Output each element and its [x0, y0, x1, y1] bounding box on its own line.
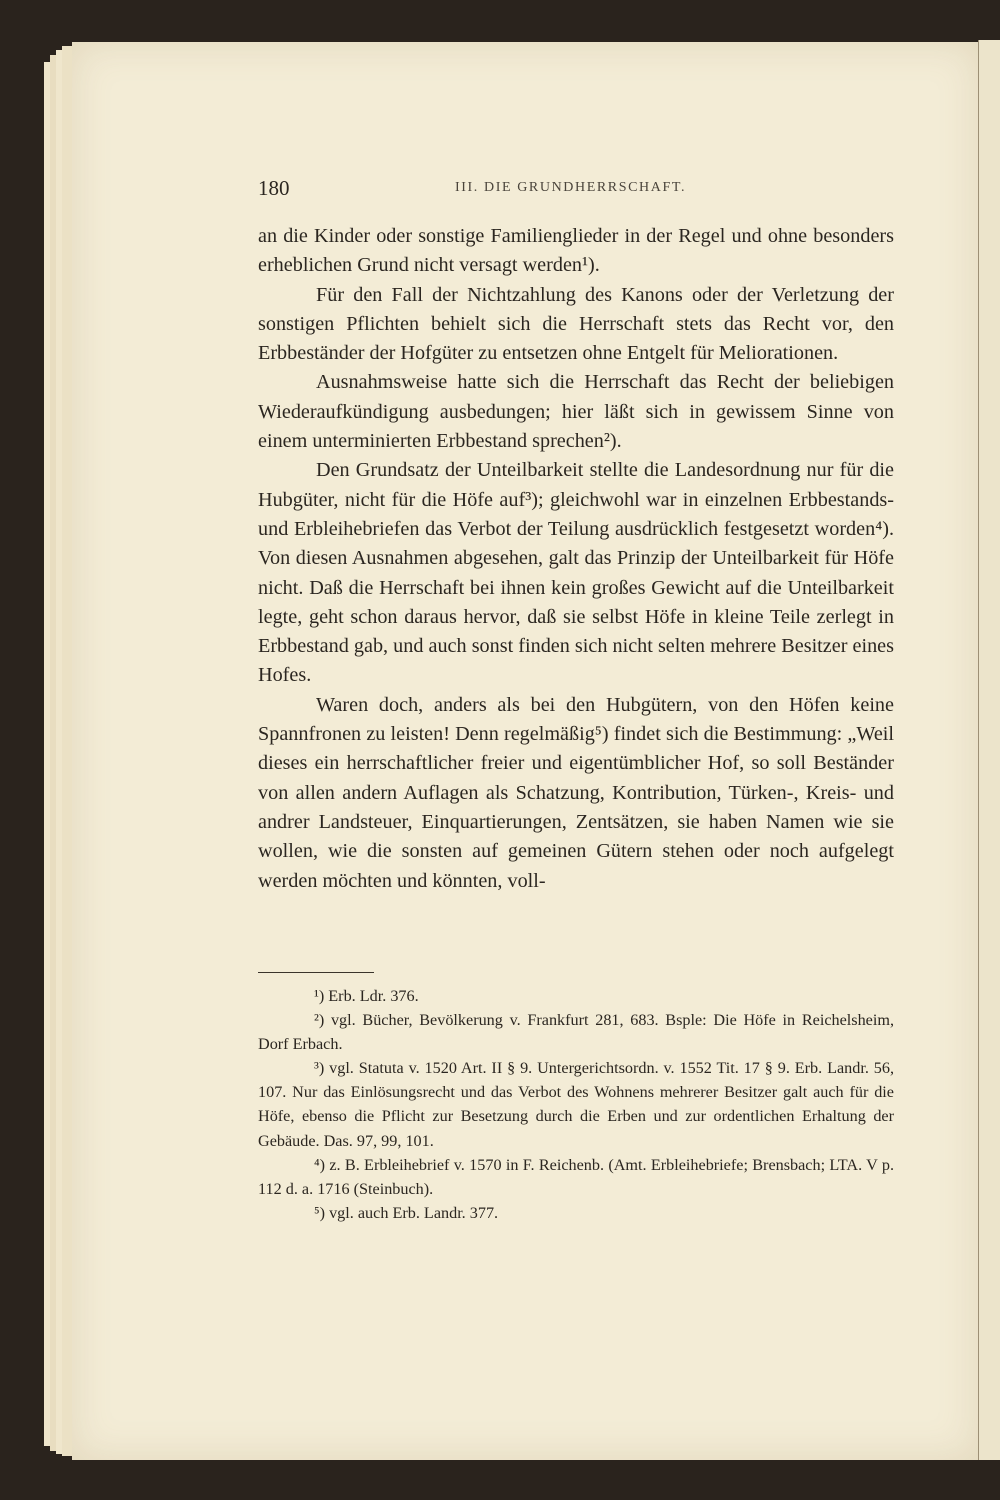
running-title: III. DIE GRUNDHERRSCHAFT. [455, 180, 687, 195]
footnote: ⁴) z. B. Erbleihebrief v. 1570 in F. Reichenb. (Amt. Erbleihebriefe; Brensbach; LTA. V p. 112 d. a. 1716 (Steinbuch). [258, 1155, 894, 1198]
page-number: 180 [258, 176, 290, 200]
paragraph: Waren doch, anders als bei den Hubgütern, von den Höfen keine Spannfronen zu leisten! Denn regelmäßig⁵) findet sich die Bestimmung: „Weil dieses ein herrschaftlicher freier und eigentümblicher Hof, so soll Beständer von allen andern Auflagen als Schatzung, Kontribution, Türken-, Kreis- und andrer Landsteuer, Einquartierungen, Zentsätzen, sie haben Namen wie sie wollen, wie die sonsten auf gemeinen Gütern stehen oder noch aufgelegt werden möchten und könnten, voll- [258, 693, 894, 892]
page-header [258, 176, 898, 206]
footnote-rule [258, 972, 374, 973]
paragraph: Den Grundsatz der Unteilbarkeit stellte die Landesordnung nur für die Hubgüter, nicht für die Höfe auf³); gleichwohl war in einzelnen Erbbestands- und Erbleihebriefen das Verbot der Teilung ausdrücklich festgesetzt worden⁴). Von diesen Ausnahmen abgesehen, galt das Prinzip der Unteilbarkeit für Höfe nicht. Daß die Herrschaft bei ihnen kein großes Gewicht auf die Unteilbarkeit legte, geht schon daraus hervor, daß sie selbst Höfe in kleine Teile zerlegt in Erbbestand gab, und auch sonst finden sich nicht selten mehrere Besitzer eines Hofes. [258, 459, 894, 687]
footnote: ²) vgl. Bücher, Bevölkerung v. Frankfurt 281, 683. Bsple: Die Höfe in Reichelsheim, Dorf Erbach. [258, 1011, 894, 1054]
paragraph: an die Kinder oder sonstige Familienglieder in der Regel und ohne besonders erheblichen Grund nicht versagt werden¹). [258, 225, 894, 277]
footnote: ⁵) vgl. auch Erb. Landr. 377. [314, 1203, 499, 1222]
paragraph: Ausnahmsweise hatte sich die Herrschaft das Recht der beliebigen Wiederaufkündigung ausbedungen; hier läßt sich in gewissem Sinne von einem unterminierten Erbbestand sprechen²). [258, 371, 894, 453]
facing-page-edge [978, 40, 1000, 1460]
main-text [258, 222, 894, 896]
footnotes [258, 984, 894, 1225]
footnote: ¹) Erb. Ldr. 376. [314, 987, 419, 1005]
footnote: ³) vgl. Statuta v. 1520 Art. II § 9. Untergerichtsordn. v. 1552 Tit. 17 § 9. Erb. Landr. 56, 107. Nur das Einlösungsrecht und das Verbot des Wohnens mehrerer Besitzer galt auch für die Höfe, ebenso die Pflicht zur Besetzung durch die Erben und zur ordentlichen Erhaltung der Gebäude. Das. 97, 99, 101. [258, 1059, 894, 1150]
paragraph: Für den Fall der Nichtzahlung des Kanons oder der Verletzung der sonstigen Pflichten behielt sich die Herrschaft stets das Recht vor, den Erbbeständer der Hofgüter zu entsetzen ohne Entgelt für Meliorationen. [258, 283, 894, 365]
